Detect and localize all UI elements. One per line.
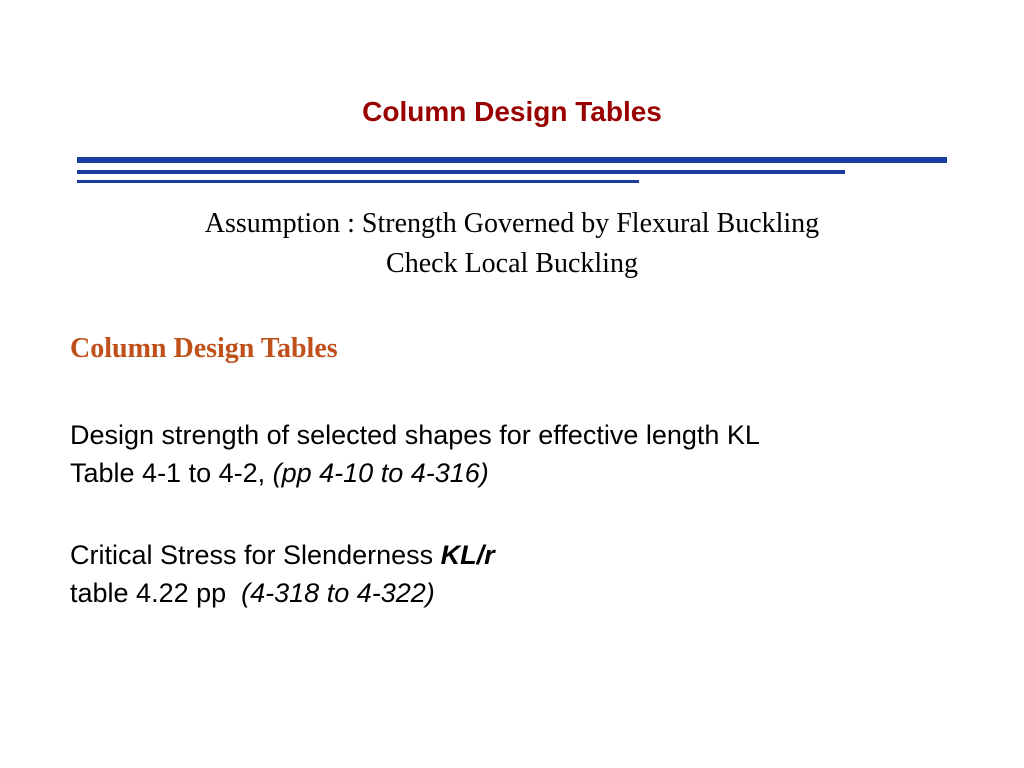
assumptions-block [0,204,1024,284]
slide-title: Column Design Tables [362,96,662,127]
table-page-range: (pp 4-10 to 4-316) [272,458,489,488]
critical-stress-text: Critical Stress for Slenderness [70,540,441,570]
critical-stress-block [70,536,495,612]
title-rule-bottom [77,180,639,183]
stress-table-page-range: (4-318 to 4-322) [241,578,435,608]
design-strength-line: Design strength of selected shapes for effective length KL [70,420,760,450]
title-rule-top [77,157,947,163]
table-reference-line [70,454,760,492]
critical-stress-line [70,536,495,574]
stress-table-line [70,574,495,612]
assumption-line: Assumption : Strength Governed by Flexural Buckling [204,208,820,239]
stress-table-text: table 4.22 pp [70,578,242,608]
table-reference-text: Table 4-1 to 4-2, [70,458,273,488]
section-heading: Column Design Tables [70,333,338,364]
design-strength-block [70,416,760,492]
title-rule-middle [77,170,845,174]
check-line: Check Local Buckling [386,248,638,279]
slenderness-symbol: KL/r [440,540,495,570]
